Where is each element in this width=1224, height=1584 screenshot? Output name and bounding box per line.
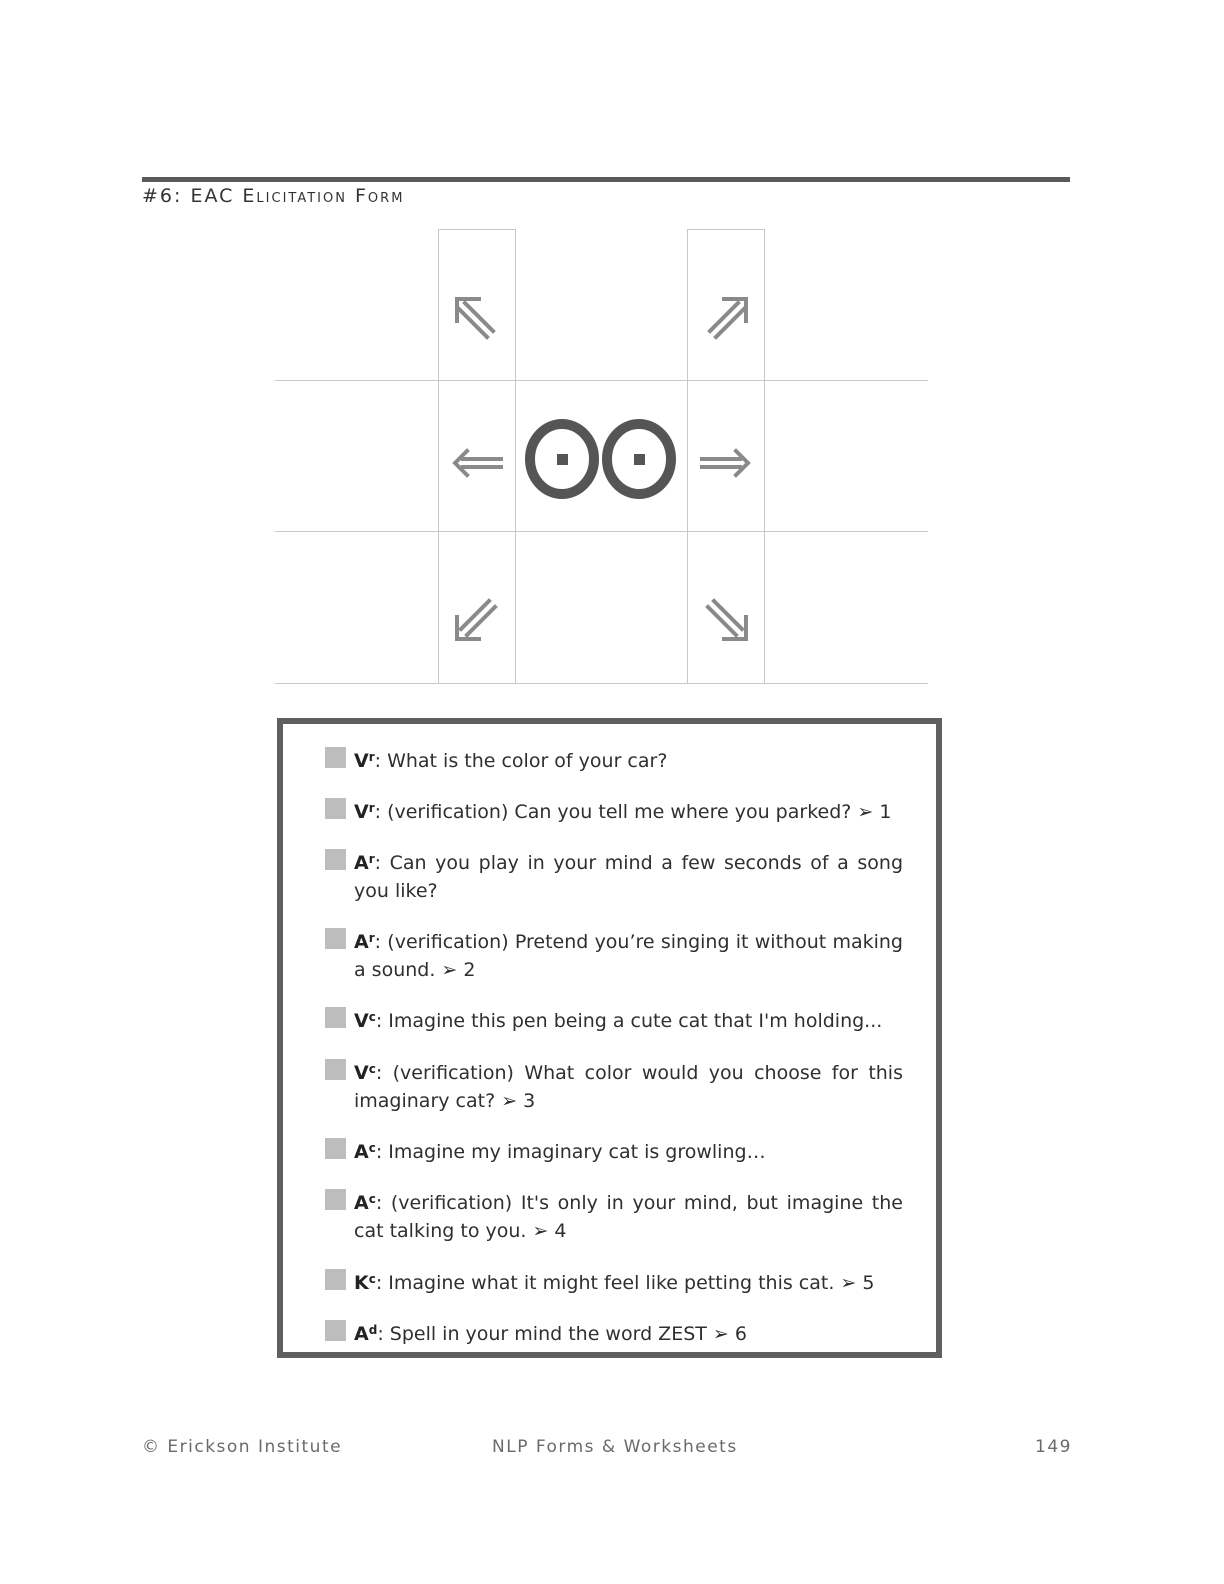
checklist-item[interactable]: $V^r$: What is the color of your car? [325,743,903,775]
checklist-item[interactable]: $A^r$: (verification) Pretend you’re singing it without making a sound. ➢ 2 [325,924,903,984]
item-code: $V^r$ [354,750,375,772]
checkbox[interactable] [325,1007,346,1028]
left-arrow-icon [438,423,516,503]
footer-copyright: © Erickson Institute [142,1437,343,1457]
down-right-arrow-icon [687,579,765,659]
checklist-item[interactable]: $A^d$: Spell in your mind the word ZEST ➢ 6 [325,1316,903,1348]
checkbox[interactable] [325,1320,346,1341]
item-code: $V^r$ [354,801,375,823]
checklist-item[interactable]: $V^r$: (verification) Can you tell me where you parked? ➢ 1 [325,794,903,826]
checkbox[interactable] [325,928,346,949]
item-code: $A^r$ [354,931,375,953]
checklist-item[interactable]: $A^r$: Can you play in your mind a few seconds of a song you like? [325,845,903,905]
section-title: #6: EAC Elicitation Form [142,185,405,207]
eyes-icon [516,399,688,519]
page-number: 149 [1035,1437,1072,1457]
checkbox[interactable] [325,849,346,870]
checklist-item[interactable]: $K^c$: Imagine what it might feel like petting this cat. ➢ 5 [325,1265,903,1297]
grid-line [275,380,928,381]
checkbox[interactable] [325,747,346,768]
checklist-item[interactable]: $A^c$: Imagine my imaginary cat is growling… [325,1134,903,1166]
header-rule [142,177,1070,182]
up-right-arrow-icon [687,279,765,359]
elicitation-checklist [277,718,942,1358]
item-code: $A^d$ [354,1323,378,1345]
eye-accessing-cues-diagram [275,229,928,685]
checklist-item[interactable]: $A^c$: (verification) It's only in your mind, but imagine the cat talking to you. ➢ 4 [325,1185,903,1245]
down-left-arrow-icon [438,579,516,659]
item-code: $K^c$ [354,1272,376,1294]
grid-line [275,683,928,684]
up-left-arrow-icon [438,279,516,359]
checkbox[interactable] [325,1269,346,1290]
checkbox[interactable] [325,798,346,819]
item-code: $V^c$ [354,1010,376,1032]
checklist-item[interactable]: $V^c$: Imagine this pen being a cute cat that I'm holding... [325,1003,903,1035]
item-code: $V^c$ [354,1062,376,1084]
item-code: $A^c$ [354,1141,376,1163]
item-code: $A^r$ [354,852,375,874]
grid-line [275,531,928,532]
grid-line [438,229,516,230]
right-arrow-icon [687,423,765,503]
checklist-item[interactable]: $V^c$: (verification) What color would you choose for this imaginary cat? ➢ 3 [325,1055,903,1115]
grid-line [687,229,765,230]
checkbox[interactable] [325,1138,346,1159]
footer-book-title: NLP Forms & Worksheets [492,1437,738,1457]
checkbox[interactable] [325,1189,346,1210]
item-code: $A^c$ [354,1192,376,1214]
checkbox[interactable] [325,1059,346,1080]
